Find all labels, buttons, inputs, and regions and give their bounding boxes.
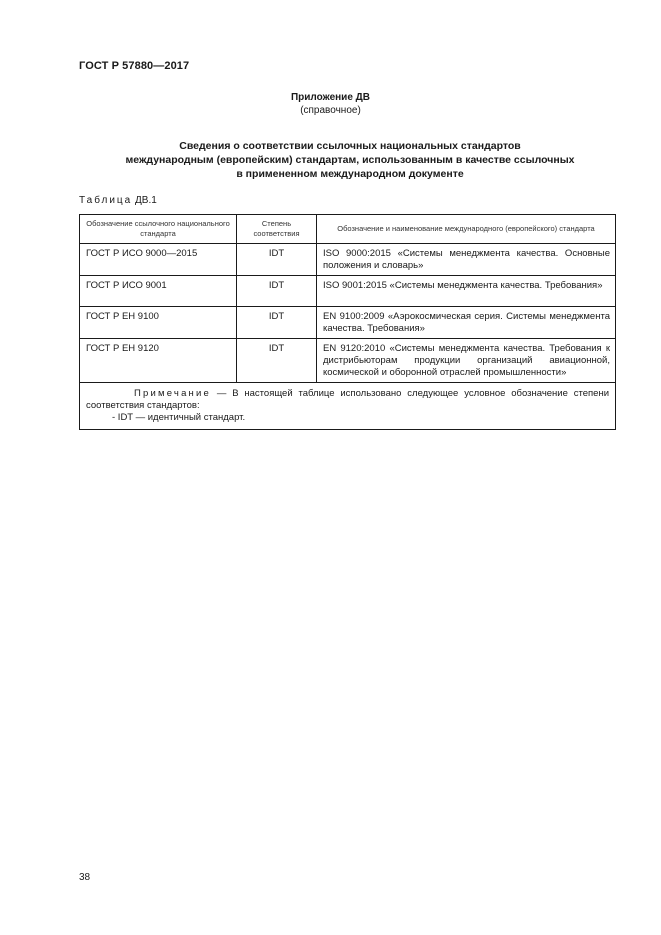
cell-degree: IDT [237, 339, 317, 383]
table-row [80, 339, 616, 383]
page-header-standard-code: ГОСТ Р 57880—2017 [79, 60, 190, 72]
document-title-line-2: международным (европейским) стандартам, использованным в качестве ссылочных [125, 154, 575, 166]
appendix-title: Приложение ДВ [290, 92, 371, 103]
cell-international: ISO 9000:2015 «Системы менеджмента качества. Основные положения и словарь» [317, 244, 616, 276]
header-degree: Степень соответствия [237, 215, 317, 244]
cell-national: ГОСТ Р ЕН 9120 [80, 339, 237, 383]
document-title [80, 139, 620, 181]
appendix-heading [0, 91, 661, 117]
cell-national: ГОСТ Р ИСО 9001 [80, 276, 237, 307]
table-note-row [80, 383, 616, 430]
cell-degree: IDT [237, 307, 317, 339]
cell-international: ISO 9001:2015 «Системы менеджмента качества. Требования» [317, 276, 616, 307]
cell-international: EN 9120:2010 «Системы менеджмента качества. Требования к дистрибьюторам продукции организаций авиационной, космической и оборонной отраслей промышленности» [317, 339, 616, 383]
table-header-row [80, 215, 616, 244]
note-text: — В настоящей таблице использовано следующее условное обозначение степени соответствия стандартов: [86, 388, 609, 411]
note-list-item: - IDT — идентичный стандарт. [112, 412, 246, 423]
table-row [80, 307, 616, 339]
table-caption-word: Таблица [79, 195, 133, 206]
table-caption-number: ДВ.1 [135, 195, 157, 206]
table-row [80, 276, 616, 307]
header-national-standard: Обозначение ссылочного национального стандарта [80, 215, 237, 244]
table-note [80, 383, 616, 430]
cell-degree: IDT [237, 244, 317, 276]
note-body [86, 388, 609, 412]
cell-degree: IDT [237, 276, 317, 307]
note-label: Примечание [134, 388, 211, 399]
cell-national: ГОСТ Р ЕН 9100 [80, 307, 237, 339]
standards-table [79, 214, 616, 430]
header-international-standard: Обозначение и наименование международного (европейского) стандарта [317, 215, 616, 244]
cell-international: EN 9100:2009 «Аэрокосмическая серия. Системы менеджмента качества. Требования» [317, 307, 616, 339]
table-caption [79, 195, 157, 206]
cell-national: ГОСТ Р ИСО 9000—2015 [80, 244, 237, 276]
page-number: 38 [79, 872, 91, 883]
document-title-line-3: в примененном международном документе [236, 168, 464, 180]
appendix-subtitle: (справочное) [300, 105, 361, 116]
document-title-line-1: Сведения о соответствии ссылочных национальных стандартов [179, 140, 521, 152]
table-row [80, 244, 616, 276]
